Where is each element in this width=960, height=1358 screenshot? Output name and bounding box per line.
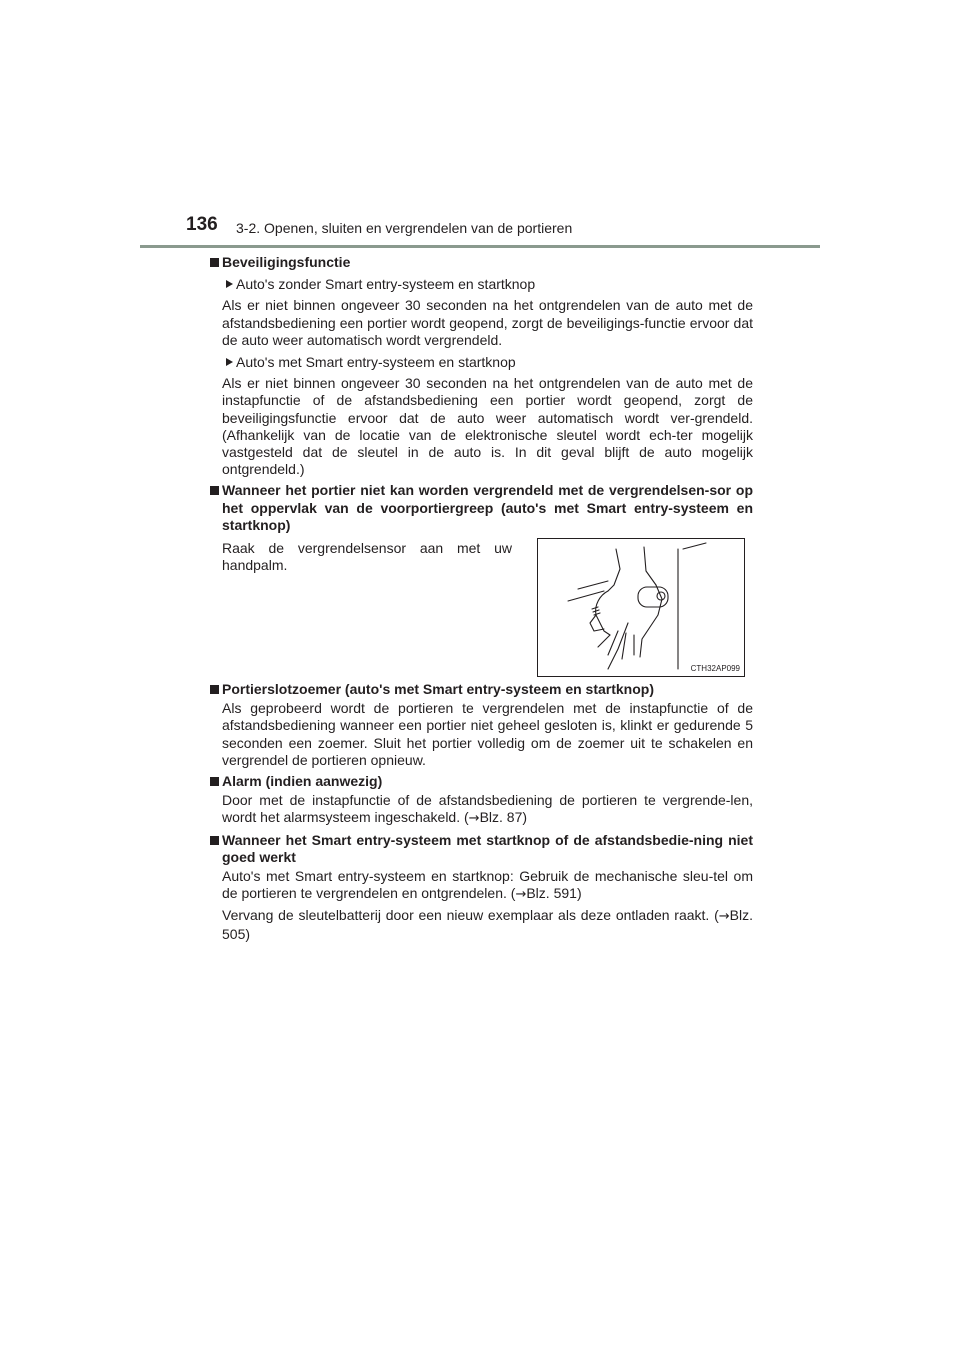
paragraph [222, 907, 753, 942]
square-bullet-icon [210, 486, 219, 495]
square-bullet-icon [210, 685, 219, 694]
section-portierslotzoemer [208, 681, 753, 769]
arrow-right-icon: → [515, 887, 527, 903]
hand-touching-door-handle-illustration [537, 538, 745, 677]
section-lock-sensor [208, 482, 753, 677]
paragraph: Als geprobeerd wordt de portieren te vergrendelen met de instapfunctie of de afstandsbediening wanneer een portier niet geheel gesloten is, klinkt er gedurende 5 seconden een zoemer. Sluit het portier volledig om de zoemer uit te schakelen en vergrendel de portieren opnieuw. [222, 700, 753, 768]
square-bullet-icon [210, 258, 219, 267]
section-heading: Wanneer het Smart entry-systeem met startknop of de afstandsbedie-ning niet goed werkt [222, 831, 753, 865]
section-heading: Wanneer het portier niet kan worden vergrendeld met de vergrendelsen-sor op het oppervlak van de voorportiergreep (auto's met Smart entry-systeem en startknop) [222, 482, 753, 533]
paragraph-text: ) [522, 809, 528, 826]
section-heading: Portierslotzoemer (auto's met Smart entry-systeem en startknop) [222, 681, 655, 698]
paragraph [222, 792, 753, 827]
subsection-label: Auto's met Smart entry-systeem en startknop [236, 354, 516, 371]
page-reference-link[interactable]: Blz. 591 [526, 885, 577, 902]
paragraph-text: Door met de instapfunctie of de afstandsbediening de portieren te vergrende-len, wordt het alarmsysteem ingeschakeld. ( [222, 792, 753, 826]
paragraph: Als er niet binnen ongeveer 30 seconden na het ontgrendelen van de auto met de instapfunctie of de afstandsbediening een portier wordt geopend, zorgt de beveiligingsfunctie ervoor dat de auto weer automatisch wordt ver-grendeld. (Afhankelijk van de locatie van de elektronische sleutel wordt ech-ter mogelijk vastgesteld dat de sleutel in de auto is. In dit geval blijft de auto mogelijk ontgrendeld.) [222, 375, 753, 478]
triangle-right-icon [226, 358, 233, 366]
paragraph [222, 868, 753, 903]
paragraph-text: Vervang de sleutelbatterij door een nieuw exemplaar als deze ontladen raakt. ( [222, 907, 719, 924]
square-bullet-icon [210, 836, 219, 845]
section-alarm [208, 773, 753, 828]
subsection-without-smart-entry [222, 276, 753, 293]
text-with-figure [222, 538, 753, 677]
subsection-with-smart-entry [222, 354, 753, 371]
subsection-label: Auto's zonder Smart entry-systeem en startknop [236, 276, 536, 293]
paragraph: Als er niet binnen ongeveer 30 seconden na het ontgrendelen van de auto met de afstandsbediening een portier wordt geopend, zorgt de beveiligings-functie ervoor dat de auto weer automatisch wordt vergrendeld. [222, 297, 753, 348]
figure-code: CTH32AP099 [690, 664, 740, 674]
paragraph: Raak de vergrendelsensor aan met uw handpalm. [222, 540, 512, 574]
paragraph-text: ) [245, 925, 251, 942]
page-header [186, 214, 926, 244]
section-smart-entry-malfunction [208, 832, 753, 943]
arrow-right-icon: → [718, 909, 730, 925]
paragraph-text: ) [576, 885, 582, 902]
section-heading: Alarm (indien aanwezig) [222, 773, 383, 790]
section-beveiligingsfunctie [208, 254, 753, 478]
page-reference-link[interactable]: Blz. 505 [222, 907, 753, 942]
section-heading: Beveiligingsfunctie [222, 254, 351, 270]
page-reference-link[interactable]: Blz. 87 [479, 809, 523, 826]
triangle-right-icon [226, 280, 233, 288]
paragraph-text: Auto's met Smart entry-systeem en startknop: Gebruik de mechanische sleu-tel om de portieren te vergrendelen en ontgrendelen. ( [222, 868, 753, 902]
hand-on-handle-drawing [538, 539, 744, 676]
header-divider [140, 245, 820, 248]
page-number: 136 [186, 214, 218, 235]
page-content [208, 254, 753, 947]
square-bullet-icon [210, 777, 219, 786]
arrow-right-icon: → [468, 811, 480, 827]
chapter-title: 3-2. Openen, sluiten en vergrendelen van de portieren [236, 220, 573, 236]
